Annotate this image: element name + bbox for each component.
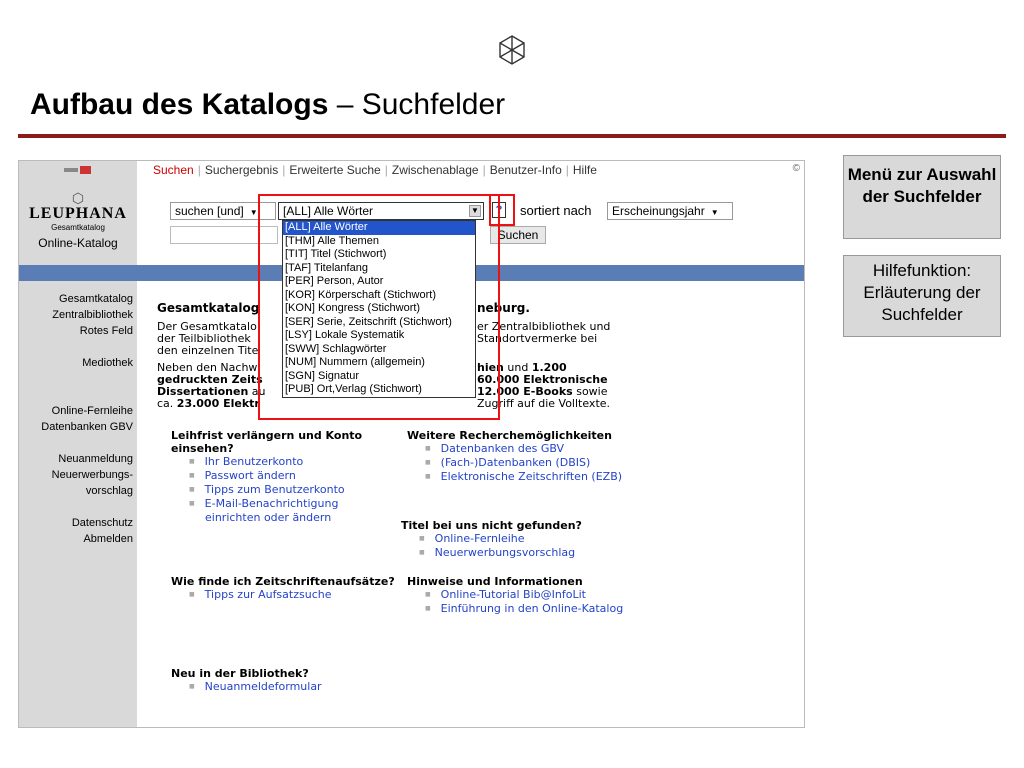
sidebar-item[interactable]: vorschlag [85, 485, 133, 497]
sidebar-item[interactable]: Online-Fernleihe [51, 405, 133, 417]
sidebar-spacer [18, 499, 133, 515]
search-field-select[interactable]: [ALL] Alle Wörter ▼ [278, 202, 484, 220]
link-item[interactable]: ■ Neuerwerbungsvorschlag [435, 546, 701, 560]
neu-list [171, 680, 411, 694]
zeitschrift-heading: Wie finde ich Zeitschriftenaufsätze? [171, 575, 395, 588]
intro-line: der Teilbibliothek [157, 332, 251, 345]
sidebar-item[interactable]: Neuerwerbungs- [51, 469, 133, 481]
link-item[interactable]: ■ (Fach-)Datenbanken (DBIS) [441, 456, 707, 470]
dropdown-option[interactable]: [PER] Person, Autor [285, 275, 384, 287]
weitere-list [407, 442, 707, 484]
zeitschrift-block [171, 575, 411, 602]
dropdown-option[interactable]: [SER] Serie, Zeitschrift (Stichwort) [285, 315, 452, 328]
intro-block-right [477, 301, 677, 410]
neben-line: 12.000 E-Books sowie [477, 385, 608, 398]
sidebar-item[interactable]: Mediothek [82, 357, 133, 369]
link-item[interactable]: ■ Online-Tutorial Bib@InfoLit [441, 588, 707, 602]
sidebar-nav [18, 291, 133, 547]
neben-line: 60.000 Elektronische [477, 373, 608, 386]
flag-uk-icon[interactable] [80, 166, 91, 174]
chevron-down-icon[interactable]: ▼ [469, 205, 481, 217]
operator-select[interactable]: suchen [und] ▼ [170, 202, 276, 220]
sort-select[interactable]: Erscheinungsjahr ▼ [607, 202, 733, 220]
sidebar-spacer [18, 435, 133, 451]
highlight-field-menu [258, 194, 500, 420]
leihfrist-block [171, 429, 391, 525]
intro-line: Standortvermerke bei [477, 332, 598, 345]
library-name: LEUPHANA [29, 205, 127, 222]
tab-zwischenablage[interactable]: Zwischenablage [391, 163, 479, 177]
tab-bar [149, 163, 799, 177]
link-item[interactable]: ■ Passwort ändern [205, 469, 391, 483]
sidebar-item[interactable]: Gesamtkatalog [59, 293, 133, 305]
hinweise-list [407, 588, 707, 616]
link-item[interactable]: ■ Tipps zum Benutzerkonto [205, 483, 391, 497]
neben-line: ca. 23.000 Elektr [157, 397, 260, 410]
dropdown-option[interactable]: [PUB] Ort,Verlag (Stichwort) [285, 383, 422, 395]
intro-line: den einzelnen Tite [157, 344, 259, 357]
library-catalog: Online-Katalog [38, 236, 118, 250]
search-button[interactable]: Suchen [490, 226, 546, 244]
link-item[interactable]: ■ Tipps zur Aufsatzsuche [205, 588, 411, 602]
tab-separator: | [197, 163, 201, 177]
sidebar-band [19, 265, 137, 281]
sidebar-item[interactable]: Abmelden [83, 533, 133, 545]
note-menu: Menü zur Auswahl der Suchfelder [843, 155, 1001, 239]
neu-block [171, 667, 411, 694]
link-item[interactable]: ■ Neuanmeldeformular [205, 680, 411, 694]
dropdown-option[interactable]: [TIT] Titel (Stichwort) [285, 248, 387, 260]
dropdown-option[interactable]: [KON] Kongress (Stichwort) [285, 302, 421, 314]
tab-separator: | [384, 163, 388, 177]
leihfrist-heading: Leihfrist verlängern und Konto einsehen? [171, 429, 363, 455]
sidebar-spacer [18, 371, 133, 387]
tab-separator: | [565, 163, 569, 177]
link-item[interactable]: ■ Elektronische Zeitschriften (EZB) [441, 470, 707, 484]
tab-separator: | [482, 163, 486, 177]
neu-heading: Neu in der Bibliothek? [171, 667, 309, 680]
weitere-block [407, 429, 707, 484]
dropdown-option[interactable]: [NUM] Nummern (allgemein) [285, 356, 425, 368]
dropdown-option[interactable]: [SGN] Signatur [285, 369, 359, 382]
neben-line: Dissertationen au [157, 385, 266, 398]
sidebar [19, 161, 137, 727]
dropdown-option[interactable]: [ALL] Alle Wörter [283, 221, 475, 235]
sidebar-item[interactable]: Datenbanken GBV [41, 421, 133, 433]
intro-line: Der Gesamtkatalo [157, 320, 257, 333]
dropdown-option[interactable]: [LSY] Lokale Systematik [285, 329, 405, 341]
neben-line: Neben den Nachw [157, 361, 258, 374]
title-divider [18, 134, 1006, 138]
dropdown-option[interactable]: [THM] Alle Themen [285, 234, 379, 247]
link-item[interactable]: ■ Datenbanken des GBV [441, 442, 707, 456]
sidebar-spacer [18, 339, 133, 355]
intro-heading-right: neburg. [477, 301, 530, 315]
sidebar-item[interactable]: Zentralbibliothek [52, 309, 133, 321]
question-icon[interactable]: ? [492, 202, 506, 218]
neben-line: hien und 1.200 [477, 361, 567, 374]
highlight-help [489, 194, 515, 226]
link-item[interactable]: ■ E-Mail-Benachrichtigung einrichten oder ändern [205, 497, 391, 525]
sidebar-item[interactable]: Neuanmeldung [58, 453, 133, 465]
chevron-down-icon: ▼ [710, 208, 719, 217]
dropdown-option[interactable]: [TAF] Titelanfang [285, 261, 368, 274]
tab-erweiterte-suche[interactable]: Erweiterte Suche [289, 163, 381, 177]
tab-suchen[interactable]: Suchen [153, 163, 194, 177]
zeitschrift-list [171, 588, 411, 602]
note-help: Hilfefunktion: Erläuterung der Suchfelder [843, 255, 1001, 337]
flag-de-icon[interactable] [64, 168, 78, 172]
language-switch[interactable] [64, 165, 91, 174]
tab-benutzer-info[interactable]: Benutzer-Info [489, 163, 562, 177]
titel-list [401, 532, 701, 560]
neben-line: Zugriff auf die Volltexte. [477, 397, 611, 410]
sidebar-spacer [18, 387, 133, 403]
seal-icon: ⬡ [71, 190, 85, 206]
link-item[interactable]: ■ Einführung in den Online-Katalog [441, 602, 707, 616]
chevron-down-icon: ▼ [249, 208, 258, 217]
sort-label: sortiert nach [520, 203, 592, 218]
copyright-icon[interactable]: © [792, 163, 800, 174]
tab-suchergebnis[interactable]: Suchergebnis [204, 163, 279, 177]
slide-title: Aufbau des Katalogs – Suchfelder [30, 88, 506, 121]
hinweise-heading: Hinweise und Informationen [407, 575, 583, 588]
dropdown-option[interactable]: [SWW] Schlagwörter [285, 342, 387, 355]
sidebar-item[interactable]: Rotes Feld [79, 325, 133, 337]
link-item[interactable]: ■ Ihr Benutzerkonto [205, 455, 391, 469]
intro-heading: Gesamtkatalog [157, 301, 260, 315]
dropdown-option[interactable]: [KOR] Körperschaft (Stichwort) [285, 288, 436, 301]
titel-heading: Titel bei uns nicht gefunden? [401, 519, 582, 532]
intro-line: er Zentralbibliothek und [477, 320, 611, 333]
hinweise-block [407, 575, 707, 616]
tab-hilfe[interactable]: Hilfe [572, 163, 597, 177]
library-logo[interactable] [19, 191, 137, 251]
weitere-heading: Weitere Recherchemöglichkeiten [407, 429, 612, 442]
titel-block [401, 519, 701, 560]
library-sub: Gesamtkatalog [51, 223, 105, 232]
neben-line: gedruckten Zeits [157, 373, 263, 386]
sidebar-item[interactable]: Datenschutz [71, 517, 133, 529]
leihfrist-list [171, 455, 391, 525]
leuphana-seal-icon [496, 34, 528, 66]
link-item[interactable]: ■ Online-Fernleihe [435, 532, 701, 546]
tab-separator: | [282, 163, 286, 177]
